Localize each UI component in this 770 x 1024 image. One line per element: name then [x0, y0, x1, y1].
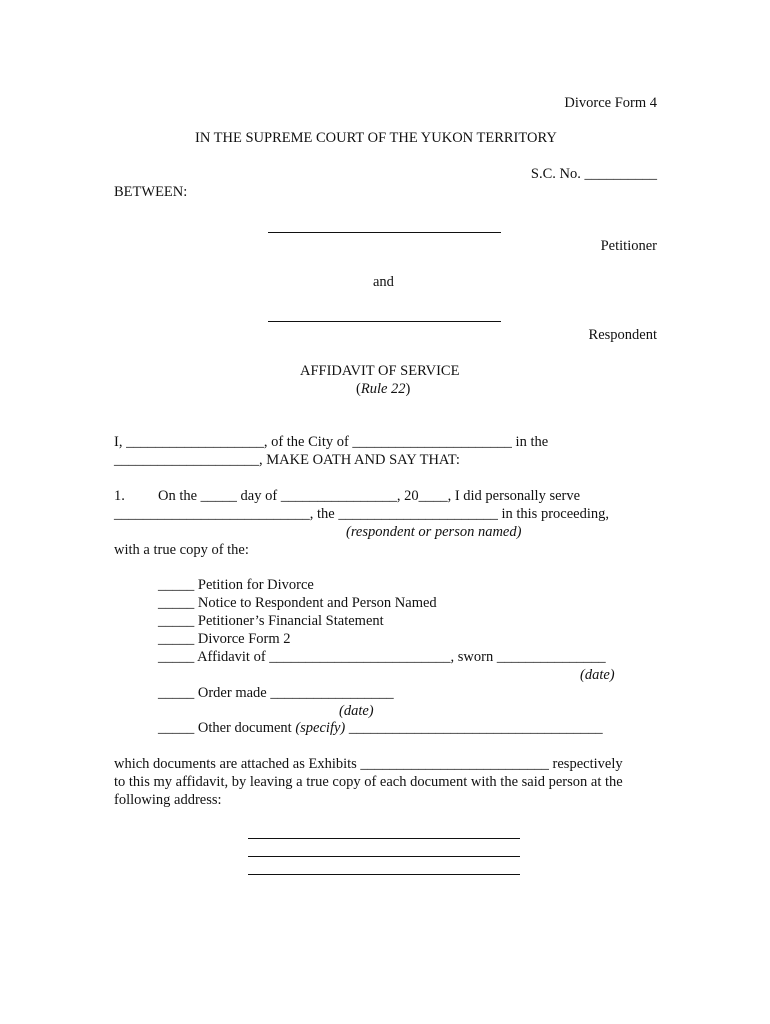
doc-item-financial-statement: _____ Petitioner’s Financial Statement	[158, 613, 384, 629]
para1-line-2: ___________________________, the ______________________ in this proceeding,	[114, 506, 609, 522]
respondent-label: Respondent	[588, 327, 657, 343]
intro-line-1: I, ___________________, of the City of ______________________ in the	[114, 434, 549, 450]
document-title: AFFIDAVIT OF SERVICE	[300, 363, 460, 379]
doc-item-other	[158, 719, 603, 737]
sc-number: S.C. No. __________	[530, 166, 657, 182]
other-doc-line: ___________________________________	[345, 720, 603, 736]
para1-note: (respondent or person named)	[346, 524, 522, 540]
doc-item-divorce-form-2: _____ Divorce Form 2	[158, 631, 291, 647]
form-label: Divorce Form 4	[564, 95, 657, 111]
rule-reference	[356, 380, 410, 398]
address-line-3	[248, 874, 520, 875]
doc-item-notice: _____ Notice to Respondent and Person Named	[158, 595, 437, 611]
court-title: IN THE SUPREME COURT OF THE YUKON TERRITORY	[195, 130, 557, 146]
respondent-name-line	[268, 321, 501, 322]
doc-item-petition: _____ Petition for Divorce	[158, 577, 314, 593]
rule-close-paren: )	[405, 381, 411, 397]
other-doc-specify: (specify)	[295, 720, 346, 736]
petitioner-label: Petitioner	[600, 238, 657, 254]
closing-line-3: following address:	[114, 792, 222, 808]
para1-line-1: On the _____ day of ________________, 20____, I did personally serve	[158, 488, 581, 504]
doc-item-order: _____ Order made _________________	[158, 685, 394, 701]
other-doc-prefix: _____ Other document	[158, 720, 296, 736]
rule-text: Rule 22	[360, 381, 406, 397]
closing-line-1: which documents are attached as Exhibits __________________________ respectively	[114, 756, 623, 772]
address-line-1	[248, 838, 520, 839]
order-date-note: (date)	[339, 703, 374, 719]
affidavit-date-note: (date)	[580, 667, 615, 683]
intro-line-2: ____________________, MAKE OATH AND SAY THAT:	[114, 452, 460, 468]
paragraph-number: 1.	[114, 488, 125, 504]
between-label: BETWEEN:	[114, 184, 188, 200]
para1-line-3: with a true copy of the:	[114, 542, 249, 558]
and-label: and	[373, 274, 394, 290]
rule-open-paren: (	[356, 381, 361, 397]
petitioner-name-line	[268, 232, 501, 233]
doc-item-affidavit: _____ Affidavit of _________________________, sworn _______________	[158, 649, 606, 665]
address-line-2	[248, 856, 520, 857]
closing-line-2: to this my affidavit, by leaving a true copy of each document with the said person at the	[114, 774, 623, 790]
